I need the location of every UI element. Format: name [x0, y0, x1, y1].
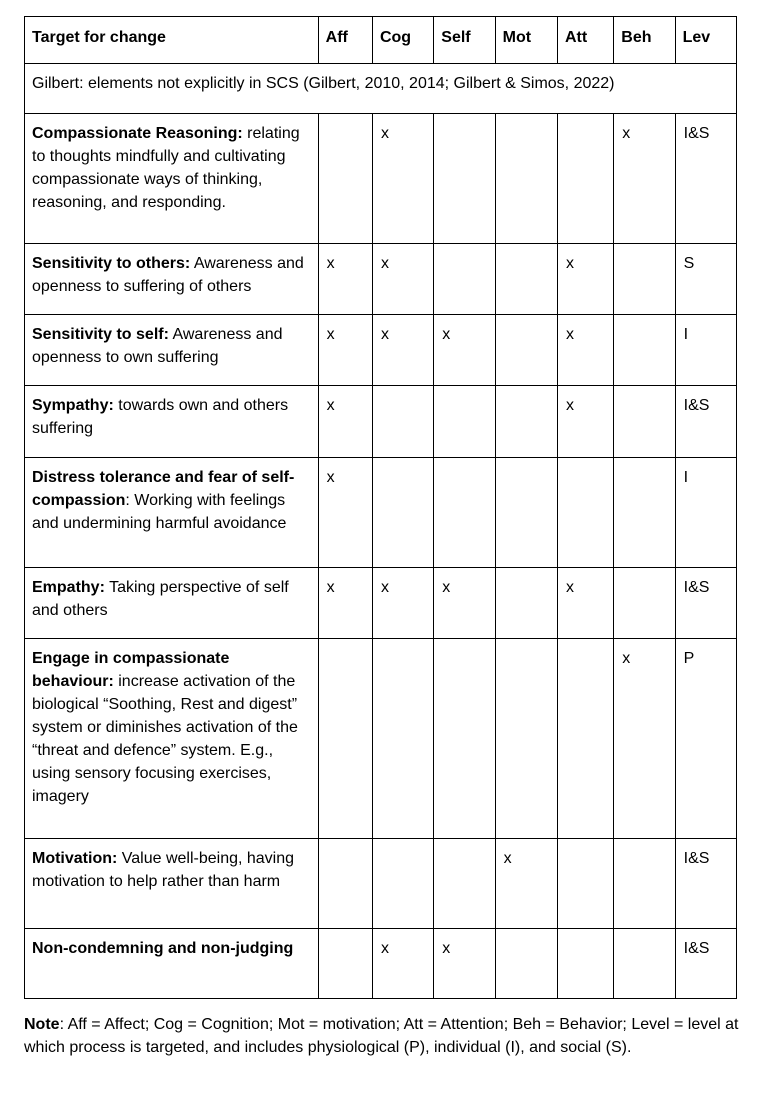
- cog-cell: x: [372, 929, 433, 999]
- beh-cell: [614, 568, 675, 639]
- target-cell: [25, 839, 319, 929]
- target-cell: [25, 114, 319, 244]
- cog-cell: x: [372, 114, 433, 244]
- att-cell: [557, 839, 613, 929]
- cog-cell: [372, 386, 433, 458]
- beh-cell: [614, 315, 675, 386]
- att-cell: x: [557, 386, 613, 458]
- target-term: Sensitivity to self:: [32, 326, 169, 343]
- lev-cell: I&S: [675, 929, 736, 999]
- att-cell: [557, 114, 613, 244]
- self-cell: [434, 244, 495, 315]
- target-description: Awareness and openness to suffering of others: [32, 255, 304, 295]
- beh-cell: [614, 386, 675, 458]
- self-cell: [434, 458, 495, 568]
- beh-cell: [614, 839, 675, 929]
- self-cell: x: [434, 315, 495, 386]
- target-cell: [25, 386, 319, 458]
- target-cell: [25, 929, 319, 999]
- table-row: [25, 315, 737, 386]
- aff-cell: x: [318, 568, 372, 639]
- aff-cell: [318, 929, 372, 999]
- beh-cell: x: [614, 114, 675, 244]
- header-self: Self: [434, 17, 495, 64]
- lev-cell: I: [675, 458, 736, 568]
- table-row: [25, 244, 737, 315]
- target-term: Distress tolerance and fear of self-compassion: [32, 469, 295, 509]
- cog-cell: [372, 839, 433, 929]
- att-cell: [557, 929, 613, 999]
- target-term: Motivation:: [32, 850, 118, 867]
- mot-cell: [495, 386, 557, 458]
- att-cell: [557, 639, 613, 839]
- lev-cell: I: [675, 315, 736, 386]
- table-row: [25, 386, 737, 458]
- aff-cell: x: [318, 458, 372, 568]
- aff-cell: x: [318, 386, 372, 458]
- header-cog: Cog: [372, 17, 433, 64]
- header-beh: Beh: [614, 17, 675, 64]
- aff-cell: x: [318, 244, 372, 315]
- cog-cell: x: [372, 244, 433, 315]
- self-cell: [434, 386, 495, 458]
- table-row: [25, 639, 737, 839]
- beh-cell: x: [614, 639, 675, 839]
- header-target: Target for change: [25, 17, 319, 64]
- table-row: [25, 458, 737, 568]
- cog-cell: [372, 639, 433, 839]
- beh-cell: [614, 244, 675, 315]
- header-att: Att: [557, 17, 613, 64]
- att-cell: x: [557, 315, 613, 386]
- target-description: : Working with feelings and undermining harmful avoidance: [32, 492, 287, 532]
- target-description: Awareness and openness to own suffering: [32, 326, 283, 366]
- lev-cell: I&S: [675, 568, 736, 639]
- self-cell: [434, 839, 495, 929]
- table-row: [25, 839, 737, 929]
- self-cell: x: [434, 929, 495, 999]
- cog-cell: x: [372, 568, 433, 639]
- att-cell: x: [557, 568, 613, 639]
- self-cell: [434, 114, 495, 244]
- target-cell: [25, 639, 319, 839]
- section-note: Gilbert: elements not explicitly in SCS (Gilbert, 2010, 2014; Gilbert & Simos, 2022): [25, 64, 737, 114]
- target-for-change-table: [24, 16, 737, 999]
- lev-cell: P: [675, 639, 736, 839]
- mot-cell: [495, 929, 557, 999]
- target-term: Engage in compassionate behaviour:: [32, 650, 230, 690]
- mot-cell: [495, 244, 557, 315]
- mot-cell: [495, 315, 557, 386]
- cog-cell: [372, 458, 433, 568]
- self-cell: x: [434, 568, 495, 639]
- header-aff: Aff: [318, 17, 372, 64]
- target-description: towards own and others suffering: [32, 397, 289, 437]
- mot-cell: [495, 639, 557, 839]
- target-cell: [25, 315, 319, 386]
- note-label: Note: [24, 1016, 60, 1033]
- aff-cell: [318, 114, 372, 244]
- table-note: [24, 1013, 744, 1059]
- target-term: Sensitivity to others:: [32, 255, 191, 272]
- beh-cell: [614, 458, 675, 568]
- att-cell: x: [557, 244, 613, 315]
- target-cell: [25, 568, 319, 639]
- target-term: Non-condemning and non-judging: [32, 940, 294, 957]
- target-description: Taking perspective of self and others: [32, 579, 289, 619]
- section-note-row: [25, 64, 737, 114]
- aff-cell: [318, 639, 372, 839]
- aff-cell: [318, 839, 372, 929]
- note-text: : Aff = Affect; Cog = Cognition; Mot = motivation; Att = Attention; Beh = Behavior; Level = level at which process is targeted, and includes physiological (P), individual (I), and social (S).: [24, 1016, 739, 1056]
- lev-cell: I&S: [675, 114, 736, 244]
- lev-cell: I&S: [675, 386, 736, 458]
- aff-cell: x: [318, 315, 372, 386]
- cog-cell: x: [372, 315, 433, 386]
- lev-cell: I&S: [675, 839, 736, 929]
- self-cell: [434, 639, 495, 839]
- table-row: [25, 929, 737, 999]
- target-description: Value well-being, having motivation to help rather than harm: [32, 850, 295, 890]
- mot-cell: [495, 568, 557, 639]
- target-term: Empathy:: [32, 579, 105, 596]
- mot-cell: x: [495, 839, 557, 929]
- mot-cell: [495, 458, 557, 568]
- mot-cell: [495, 114, 557, 244]
- target-description: relating to thoughts mindfully and cultivating compassionate ways of thinking, reasoning, and responding.: [32, 125, 300, 211]
- target-cell: [25, 458, 319, 568]
- lev-cell: S: [675, 244, 736, 315]
- table-row: [25, 114, 737, 244]
- target-term: Sympathy:: [32, 397, 114, 414]
- header-mot: Mot: [495, 17, 557, 64]
- target-cell: [25, 244, 319, 315]
- header-row: [25, 17, 737, 64]
- target-term: Compassionate Reasoning:: [32, 125, 243, 142]
- header-lev: Lev: [675, 17, 736, 64]
- table-row: [25, 568, 737, 639]
- beh-cell: [614, 929, 675, 999]
- target-description: increase activation of the biological “Soothing, Rest and digest” system or diminishes activation of the “threat and defence” system. E.g., using sensory focusing exercises, imagery: [32, 673, 298, 805]
- att-cell: [557, 458, 613, 568]
